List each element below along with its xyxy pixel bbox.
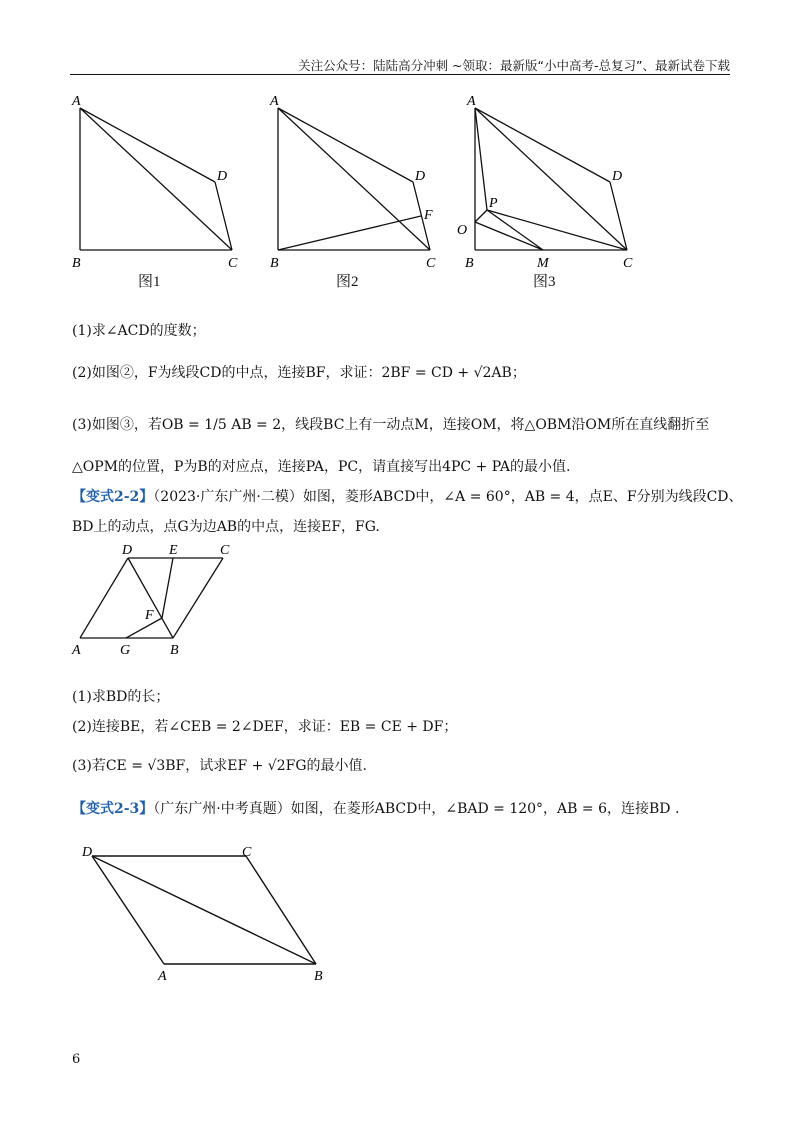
variant-2-2-question-1: (1)求BD的长；	[72, 689, 170, 705]
variant-2-2-line1	[72, 486, 743, 506]
label-b: B	[170, 643, 179, 658]
label-b: B	[72, 256, 81, 271]
label-a: A	[270, 94, 279, 109]
page-number: 6	[72, 1052, 81, 1067]
question-2: (2)如图②，F为线段CD的中点，连接BF，求证：2BF = CD + √2AB；	[72, 365, 526, 381]
label-a: A	[72, 643, 81, 658]
variant-2-2-line2: BD上的动点，点G为边AB的中点，连接EF，FG.	[72, 519, 380, 535]
rhombus-figure-2-2	[68, 540, 268, 660]
variant-2-2-question-3: (3)若CE = √3BF，试求EF + √2FG的最小值.	[72, 758, 367, 774]
label-g: G	[120, 643, 131, 658]
caption-fig3: 图3	[533, 274, 556, 290]
label-a: A	[72, 94, 81, 109]
variant-tag: 【变式2-3】	[72, 801, 154, 817]
header-rule	[70, 74, 730, 75]
figure-2	[258, 92, 458, 272]
figure-1	[60, 92, 260, 272]
variant-2-2-question-2: (2)连接BE，若∠CEB = 2∠DEF，求证：EB = CE + DF；	[72, 719, 458, 735]
label-c: C	[623, 256, 633, 271]
question-1: (1)求∠ACD的度数；	[72, 323, 206, 339]
label-c: C	[426, 256, 436, 271]
caption-fig1: 图1	[138, 274, 161, 290]
label-a: A	[467, 94, 476, 109]
variant-2-3-line1	[72, 798, 679, 818]
label-a: A	[158, 969, 167, 984]
label-b: B	[270, 256, 279, 271]
caption-fig2: 图2	[336, 274, 359, 290]
label-o: O	[457, 223, 468, 238]
label-d: D	[82, 845, 93, 860]
rhombus-figure-2-3	[78, 840, 358, 990]
label-f: F	[424, 208, 433, 223]
label-b: B	[465, 256, 474, 271]
page-header: 关注公众号：陆陆高分冲刺 ~领取：最新版“小中高考-总复习”、最新试卷下载	[298, 58, 730, 73]
variant-text: （2023·广东广州·二模）如图，菱形ABCD中，∠A = 60°，AB = 4，点E、F分别为线段CD、	[153, 489, 743, 505]
label-c: C	[242, 845, 252, 860]
label-b: B	[314, 969, 323, 984]
label-f: F	[145, 608, 154, 623]
variant-text: （广东广州·中考真题）如图，在菱形ABCD中，∠BAD = 120°，AB = 6，连接BD .	[153, 801, 680, 817]
label-c: C	[228, 256, 238, 271]
label-d: D	[217, 169, 228, 184]
label-c: C	[220, 543, 230, 558]
label-e: E	[169, 543, 178, 558]
label-p: P	[489, 196, 498, 211]
question-3-line2: △OPM的位置，P为B的对应点，连接PA，PC，请直接写出4PC + PA的最小值.	[72, 459, 571, 475]
label-d: D	[612, 169, 623, 184]
label-d: D	[415, 169, 426, 184]
question-3-line1: (3)如图③，若OB = 1/5 AB = 2，线段BC上有一动点M，连接OM，将△OBM沿OM所在直线翻折至	[72, 417, 710, 433]
variant-tag: 【变式2-2】	[72, 489, 154, 505]
figure-3	[455, 92, 655, 272]
label-m: M	[537, 256, 549, 271]
label-d: D	[122, 543, 133, 558]
